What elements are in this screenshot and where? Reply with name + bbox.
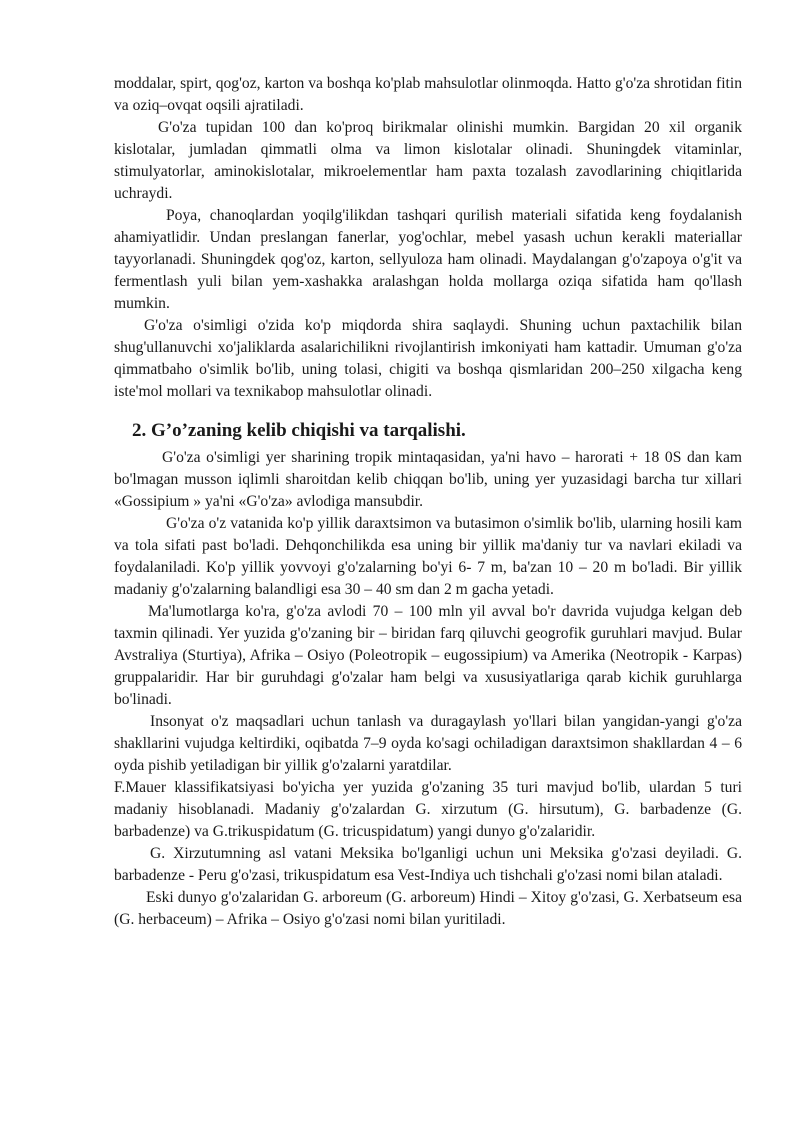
paragraph: F.Mauer klassifikatsiyasi bo'yicha yer yuzida g'o'zaning 35 turi mavjud bo'lib, ulardan 5 turi madaniy hisoblanadi. Madaniy g'o'zalardan G. xirzutum (G. hirsutum), G. barbadenze (G. barbadenze) va G.trikuspidatum (G. tricuspidatum) yangi dunyo g'o'zalaridir. bbox=[114, 779, 742, 840]
paragraph: G'o'za o'z vatanida ko'p yillik daraxtsimon va butasimon o'simlik bo'lib, ularning hosili kam va tola sifati past bo'ladi. Dehqonchilikda esa uning bir yillik ma'daniy tur va navlari ekiladi va foydalaniladi. Ko'p yillik yovvoyi g'o'zalarning bo'yi 6- 7 m, ba'zan 10 – 20 m bo'ladi. Bir yillik madaniy g'o'zalarning balandligi esa 30 – 40 sm dan 2 m gacha yetadi. bbox=[114, 515, 742, 598]
paragraph: G. Xirzutumning asl vatani Meksika bo'lganligi uchun uni Meksika g'o'zasi deyiladi. G. barbadenze - Peru g'o'zasi, trikuspidatum esa Vest-Indiya uch tishchali g'o'zasi nomi bilan ataladi. bbox=[114, 845, 742, 884]
paragraph: G'o'za o'simligi o'zida ko'p miqdorda shira saqlaydi. Shuning uchun paxtachilik bilan shug'ullanuvchi xo'jaliklarda asalarichilikni rivojlantirish imkoniyati ham kattadir. Umuman g'o'za qimmatbaho o'simlik bo'lib, uning tolasi, chigiti va boshqa qismlaridan 200–250 xilgacha keng iste'mol mollari va texnikabop mahsulotlar olinadi. bbox=[114, 317, 742, 400]
paragraph: G'o'za tupidan 100 dan ko'proq birikmalar olinishi mumkin. Bargidan 20 xil organik kislotalar, jumladan qimmatli olma va limon kislotalar olinadi. Shuningdek vitaminlar, stimulyatorlar, aminokislotalar, mikroelementlar ham paxta tozalash zavodlarining chiqitlarida uchraydi. bbox=[114, 119, 742, 202]
paragraph: G'o'za o'simligi yer sharining tropik mintaqasidan, ya'ni havo – harorati + 18 0S dan kam bo'lmagan musson iqlimli sharoitdan kelib chiqqan bo'lib, uning yer yuzasidagi barcha tur xillari «Gossipium » ya'ni «G'o'za» avlodiga mansubdir. bbox=[114, 449, 742, 510]
paragraph: Insonyat o'z maqsadlari uchun tanlash va duragaylash yo'llari bilan yangidan-yangi g'o'za shakllarini vujudga keltirdiki, oqibatda 7–9 oyda ko'sagi ochiladigan daraxtsimon shakllardan 4 – 6 oyda pishib yetiladigan bir yillik g'o'zalarni yaratdilar. bbox=[114, 713, 742, 774]
paragraph: Eski dunyo g'o'zalaridan G. arboreum (G. arboreum) Hindi – Xitoy g'o'zasi, G. Xerbatseum esa (G. herbaceum) – Afrika – Osiyo g'o'zasi nomi bilan yuritiladi. bbox=[114, 889, 742, 928]
paragraph: moddalar, spirt, qog'oz, karton va boshqa ko'plab mahsulotlar olinmoqda. Hatto g'o'za shrotidan fitin va oziq–ovqat oqsili ajratiladi. bbox=[114, 75, 742, 114]
section-heading: 2. G’o’zaning kelib chiqishi va tarqalishi. bbox=[132, 420, 466, 441]
document-page bbox=[114, 73, 742, 931]
paragraph: Ma'lumotlarga ko'ra, g'o'za avlodi 70 – 100 mln yil avval bo'r davrida vujudga kelgan deb taxmin qilinadi. Yer yuzida g'o'zaning bir – biridan farq qiluvchi geogrofik guruhlari mavjud. Bular Avstraliya (Sturtiya), Afrika – Osiyo (Poleotropik – eugossipium) va Amerika (Neotropik - Karpas) gruppalaridir. Har bir guruhdagi g'o'zalar ham belgi va xususiyatlariga qarab kichik guruhlarga bo'linadi. bbox=[114, 603, 742, 708]
paragraph: Poya, chanoqlardan yoqilg'ilikdan tashqari qurilish materiali sifatida keng foydalanish ahamiyatlidir. Undan preslangan fanerlar, yog'ochlar, mebel yasash uchun kerakli materiallar tayyorlanadi. Shuningdek qog'oz, karton, sellyuloza ham olinadi. Maydalangan g'o'zapoya o'g'it va fermentlash yuli bilan yem-xashakka aralashgan holda mollarga oziqa sifatida ham qo'llash mumkin. bbox=[114, 207, 742, 312]
